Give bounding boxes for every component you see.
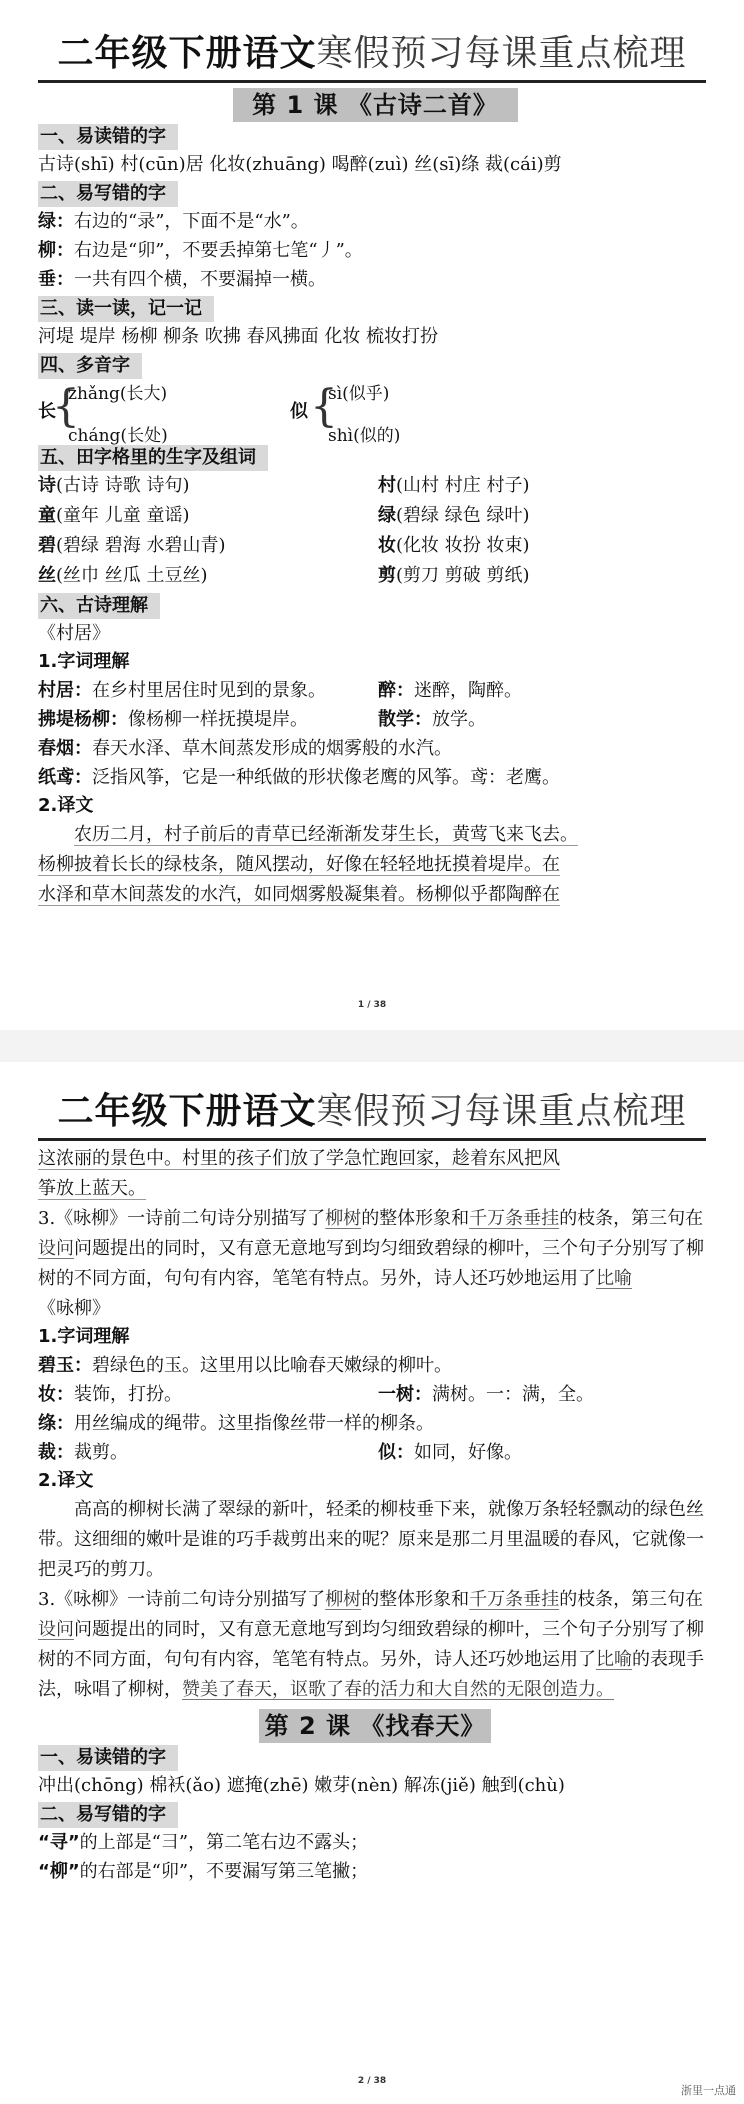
polyphone-block [38, 379, 712, 446]
definition-row: 碧玉：碧绿色的玉。这里用以比喻春天嫩绿的柳叶。 [38, 1355, 452, 1376]
pinyin-line: 古诗(shī) 村(cūn)居 化妆(zhuāng) 喝醉(zuì) 丝(sī)绦 裁(cái)剪 [38, 154, 562, 175]
subheading: 2.译文 [38, 795, 94, 816]
page-number: 1 / 38 [357, 1000, 387, 1010]
section-heading: 四、多音字 [38, 353, 142, 379]
poem-title: 《村居》 [38, 623, 110, 644]
translation-paragraph: 农历二月，村子前后的青草已经渐渐发芽生长，黄莺飞来飞去。 杨柳披着长长的绿枝条，随风摆动，好像在轻轻地抚摸着堤岸。在 水泽和草木间蒸发的水汽，如同烟雾般凝集着。杨柳似乎都陶醉在 [38, 824, 578, 905]
page-title: 二年级下册语文寒假预习每课重点梳理 [57, 33, 687, 74]
polyphone-char: 似 [290, 401, 308, 422]
page-number: 2 / 38 [357, 2076, 387, 2086]
writing-tip: 柳：右边是“卯”，不要丢掉第七笔“丿”。 [38, 240, 363, 261]
section-heading: 一、易读错的字 [38, 124, 178, 150]
subheading: 1.字词理解 [38, 1326, 130, 1347]
lesson-heading: 第 2 课 《找春天》 [259, 1709, 491, 1743]
writing-tip: “柳”的右部是“卯”，不要漏写第三笔撇； [38, 1861, 369, 1882]
section-heading: 六、古诗理解 [38, 593, 160, 619]
definition-row: 村居：在乡村里居住时见到的景象。 醉：迷醉，陶醉。 [38, 680, 522, 701]
word-list: 河堤 堤岸 杨柳 柳条 吹拂 春风拂面 化妆 梳妆打扮 [38, 326, 439, 347]
brace-icon: { [52, 381, 80, 432]
definition-row: 绦：用丝编成的绳带。这里指像丝带一样的柳条。 [38, 1413, 434, 1434]
page-title: 二年级下册语文寒假预习每课重点梳理 [57, 1091, 687, 1132]
brace-icon: { [310, 381, 338, 432]
section-heading: 二、易写错的字 [38, 1802, 178, 1828]
section-heading: 五、田字格里的生字及组词 [38, 445, 268, 471]
subheading: 1.字词理解 [38, 651, 130, 672]
word-group: 碧(碧绿 碧海 水碧山青) [38, 535, 226, 556]
page-1-content [38, 88, 712, 910]
word-group: 村(山村 村庄 村子) [378, 475, 530, 496]
translation-paragraph: 高高的柳树长满了翠绿的新叶，轻柔的柳枝垂下来，就像万条轻轻飘动的绿色丝带。这细细的嫩叶是谁的巧手裁剪出来的呢？原来是那二月里温暖的春风，它就像一把灵巧的剪刀。 [38, 1499, 704, 1580]
page-gap [0, 1030, 744, 1062]
pinyin-reading: zhǎng(长大) [68, 384, 168, 404]
definition-row: 裁：裁剪。 似：如同，好像。 [38, 1442, 522, 1463]
page-2-content [38, 1144, 712, 1886]
pinyin-line: 冲出(chōng) 棉袄(ǎo) 遮掩(zhē) 嫩芽(nèn) 解冻(jiě) 触到(chù) [38, 1775, 565, 1796]
section-heading: 一、易读错的字 [38, 1745, 178, 1771]
analysis-paragraph: 3.《咏柳》一诗前二句诗分别描写了柳树的整体形象和千万条垂挂的枝条，第三句在设问问题提出的同时，又有意无意地写到均匀细致碧绿的柳叶，三个句子分别写了柳树的不同方面，句句有内容，笔笔有特点。另外，诗人还巧妙地运用了比喻 [38, 1208, 704, 1289]
writing-tip: 绿：右边的“录”，下面不是“水”。 [38, 211, 309, 232]
definition-row: 拂堤杨柳：像杨柳一样抚摸堤岸。 散学：放学。 [38, 709, 486, 730]
word-grid [38, 471, 712, 591]
page-2 [0, 1062, 744, 2104]
poem-title: 《咏柳》 [38, 1298, 110, 1319]
definition-row: 春烟：春天水泽、草木间蒸发形成的烟雾般的水汽。 [38, 738, 452, 759]
polyphone-char: 长 [38, 401, 56, 422]
subheading: 2.译文 [38, 1470, 94, 1491]
word-group: 丝(丝巾 丝瓜 土豆丝) [38, 565, 208, 586]
title-underline [38, 80, 706, 83]
pinyin-reading: sì(似乎) [328, 384, 390, 404]
word-group: 绿(碧绿 绿色 绿叶) [378, 505, 530, 526]
watermark: 浙里一点通 [681, 2084, 736, 2097]
pinyin-reading: cháng(长处) [68, 426, 168, 446]
title-underline [38, 1138, 706, 1141]
writing-tip: 垂：一共有四个横，不要漏掉一横。 [38, 269, 326, 290]
lesson-heading: 第 1 课 《古诗二首》 [233, 88, 518, 122]
pinyin-reading: shì(似的) [328, 426, 401, 446]
word-group: 诗(古诗 诗歌 诗句) [38, 475, 190, 496]
definition-row: 纸鸢：泛指风筝，它是一种纸做的形状像老鹰的风筝。鸢：老鹰。 [38, 767, 560, 788]
word-group: 童(童年 儿童 童谣) [38, 505, 190, 526]
definition-row: 妆：装饰，打扮。 一树：满树。一：满，全。 [38, 1384, 594, 1405]
word-group: 妆(化妆 妆扮 妆束) [378, 535, 530, 556]
page-1 [0, 0, 744, 1030]
section-heading: 二、易写错的字 [38, 181, 178, 207]
writing-tip: “寻”的上部是“彐”，第二笔右边不露头； [38, 1832, 369, 1853]
translation-continued: 这浓丽的景色中。村里的孩子们放了学急忙跑回家，趁着东风把风 筝放上蓝天。 [38, 1148, 560, 1199]
word-group: 剪(剪刀 剪破 剪纸) [378, 565, 530, 586]
analysis-paragraph: 3.《咏柳》一诗前二句诗分别描写了柳树的整体形象和千万条垂挂的枝条，第三句在设问问题提出的同时，又有意无意地写到均匀细致碧绿的柳叶，三个句子分别写了柳树的不同方面，句句有内容，笔笔有特点。另外，诗人还巧妙地运用了比喻的表现手法，咏唱了柳树，赞美了春天，讴歌了春的活力和大自然的无限创造力。 [38, 1589, 704, 1700]
section-heading: 三、读一读，记一记 [38, 296, 214, 322]
